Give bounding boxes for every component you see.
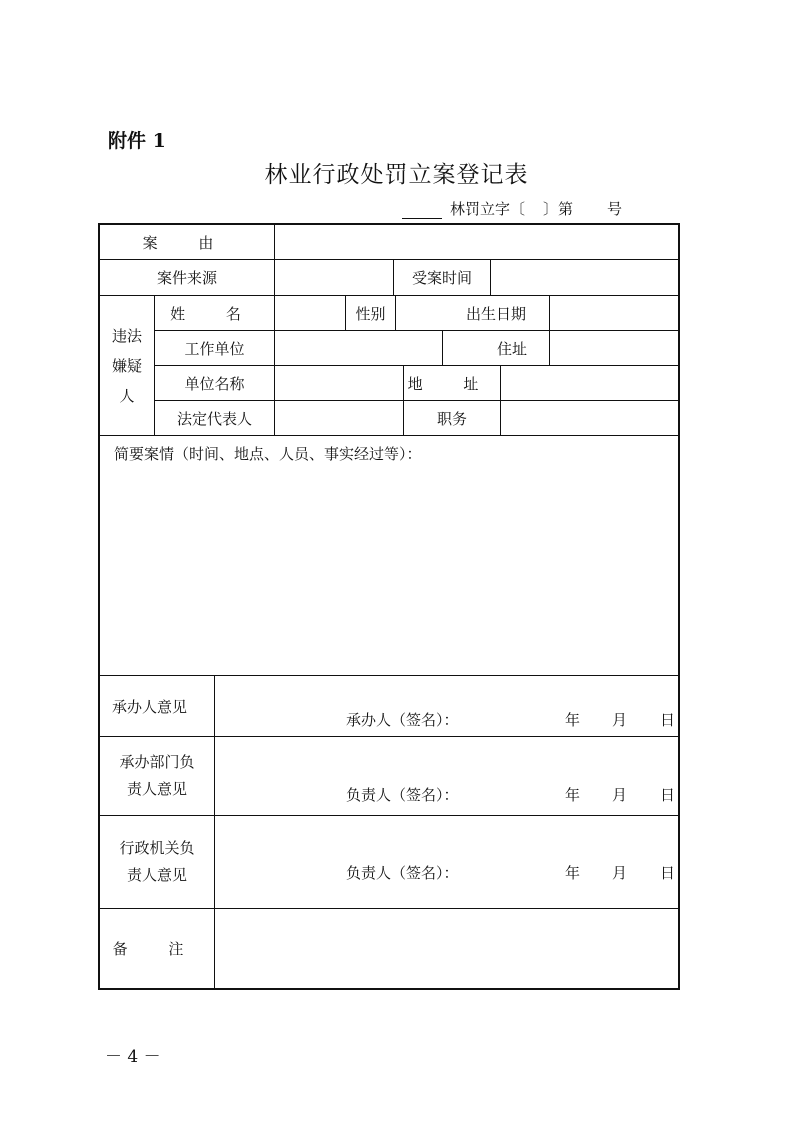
- gender-field[interactable]: [396, 296, 442, 330]
- opinion-label-line: 承办部门负: [119, 753, 195, 771]
- birth-date-field[interactable]: [550, 296, 678, 330]
- day-label: 日: [660, 711, 676, 729]
- row-divider: [100, 435, 678, 436]
- remarks-label: 备 注: [112, 940, 202, 958]
- case-number-prefix: 林罚立字〔: [450, 200, 526, 218]
- case-source-field[interactable]: [275, 260, 393, 295]
- case-summary-label: 简要案情（时间、地点、人员、事实经过等）：: [114, 445, 422, 463]
- org-name-label: 单位名称: [184, 374, 245, 393]
- org-address-field[interactable]: [501, 366, 678, 400]
- org-address-label: 地 址: [407, 374, 497, 393]
- residence-field[interactable]: [550, 331, 678, 365]
- year-label: 年: [565, 786, 581, 804]
- filing-time-field[interactable]: [491, 260, 678, 295]
- case-number-line: [402, 198, 677, 219]
- opinion-label-line: 责人意见: [126, 780, 187, 798]
- case-source-label: 案件来源: [156, 269, 217, 287]
- work-unit-label: 工作单位: [184, 339, 245, 358]
- page-number: － 4 －: [105, 1047, 161, 1067]
- suspect-label-line: 人: [119, 386, 135, 405]
- case-year-blank[interactable]: [402, 204, 442, 219]
- dept-head-signer-label: 负责人（签名）：: [346, 786, 459, 804]
- month-label: 月: [612, 864, 628, 882]
- case-reason-field[interactable]: [275, 225, 678, 259]
- work-unit-field[interactable]: [275, 331, 442, 365]
- attachment-label: 附件 1: [108, 130, 166, 152]
- name-label: 姓 名: [170, 304, 259, 323]
- dept-head-opinion-label: [100, 737, 214, 815]
- suspect-group-label: [100, 296, 154, 435]
- year-label: 年: [565, 711, 581, 729]
- case-summary-field[interactable]: [100, 468, 678, 675]
- day-label: 日: [660, 864, 676, 882]
- legal-rep-label: 法定代表人: [176, 409, 252, 428]
- day-label: 日: [660, 786, 676, 804]
- opinion-label-line: 行政机关负: [119, 839, 195, 857]
- opinion-label-line: 责人意见: [126, 866, 187, 884]
- org-name-field[interactable]: [275, 366, 403, 400]
- legal-rep-field[interactable]: [275, 401, 403, 435]
- name-field[interactable]: [275, 296, 345, 330]
- form-title: 林业行政处罚立案登记表: [264, 162, 529, 188]
- case-number-suffix: 号: [607, 200, 623, 218]
- position-label: 职务: [436, 409, 467, 428]
- suspect-label-line: 违法: [111, 326, 142, 345]
- year-label: 年: [565, 864, 581, 882]
- registration-table: [98, 223, 680, 990]
- month-label: 月: [612, 786, 628, 804]
- case-number-close: 〕第: [543, 200, 574, 218]
- agency-head-opinion-label: [100, 816, 214, 908]
- filing-time-label: 受案时间: [411, 269, 472, 287]
- birth-date-label: 出生日期: [465, 304, 526, 323]
- handler-signer-label: 承办人（签名）：: [346, 711, 459, 729]
- residence-label: 住址: [496, 339, 527, 358]
- case-reason-label: 案 由: [142, 233, 232, 252]
- position-field[interactable]: [501, 401, 678, 435]
- gender-label: 性别: [355, 304, 386, 323]
- agency-head-signer-label: 负责人（签名）：: [346, 864, 459, 882]
- handler-opinion-label: 承办人意见: [112, 697, 188, 716]
- suspect-label-line: 嫌疑: [111, 356, 142, 375]
- month-label: 月: [612, 711, 628, 729]
- remarks-field[interactable]: [215, 909, 678, 988]
